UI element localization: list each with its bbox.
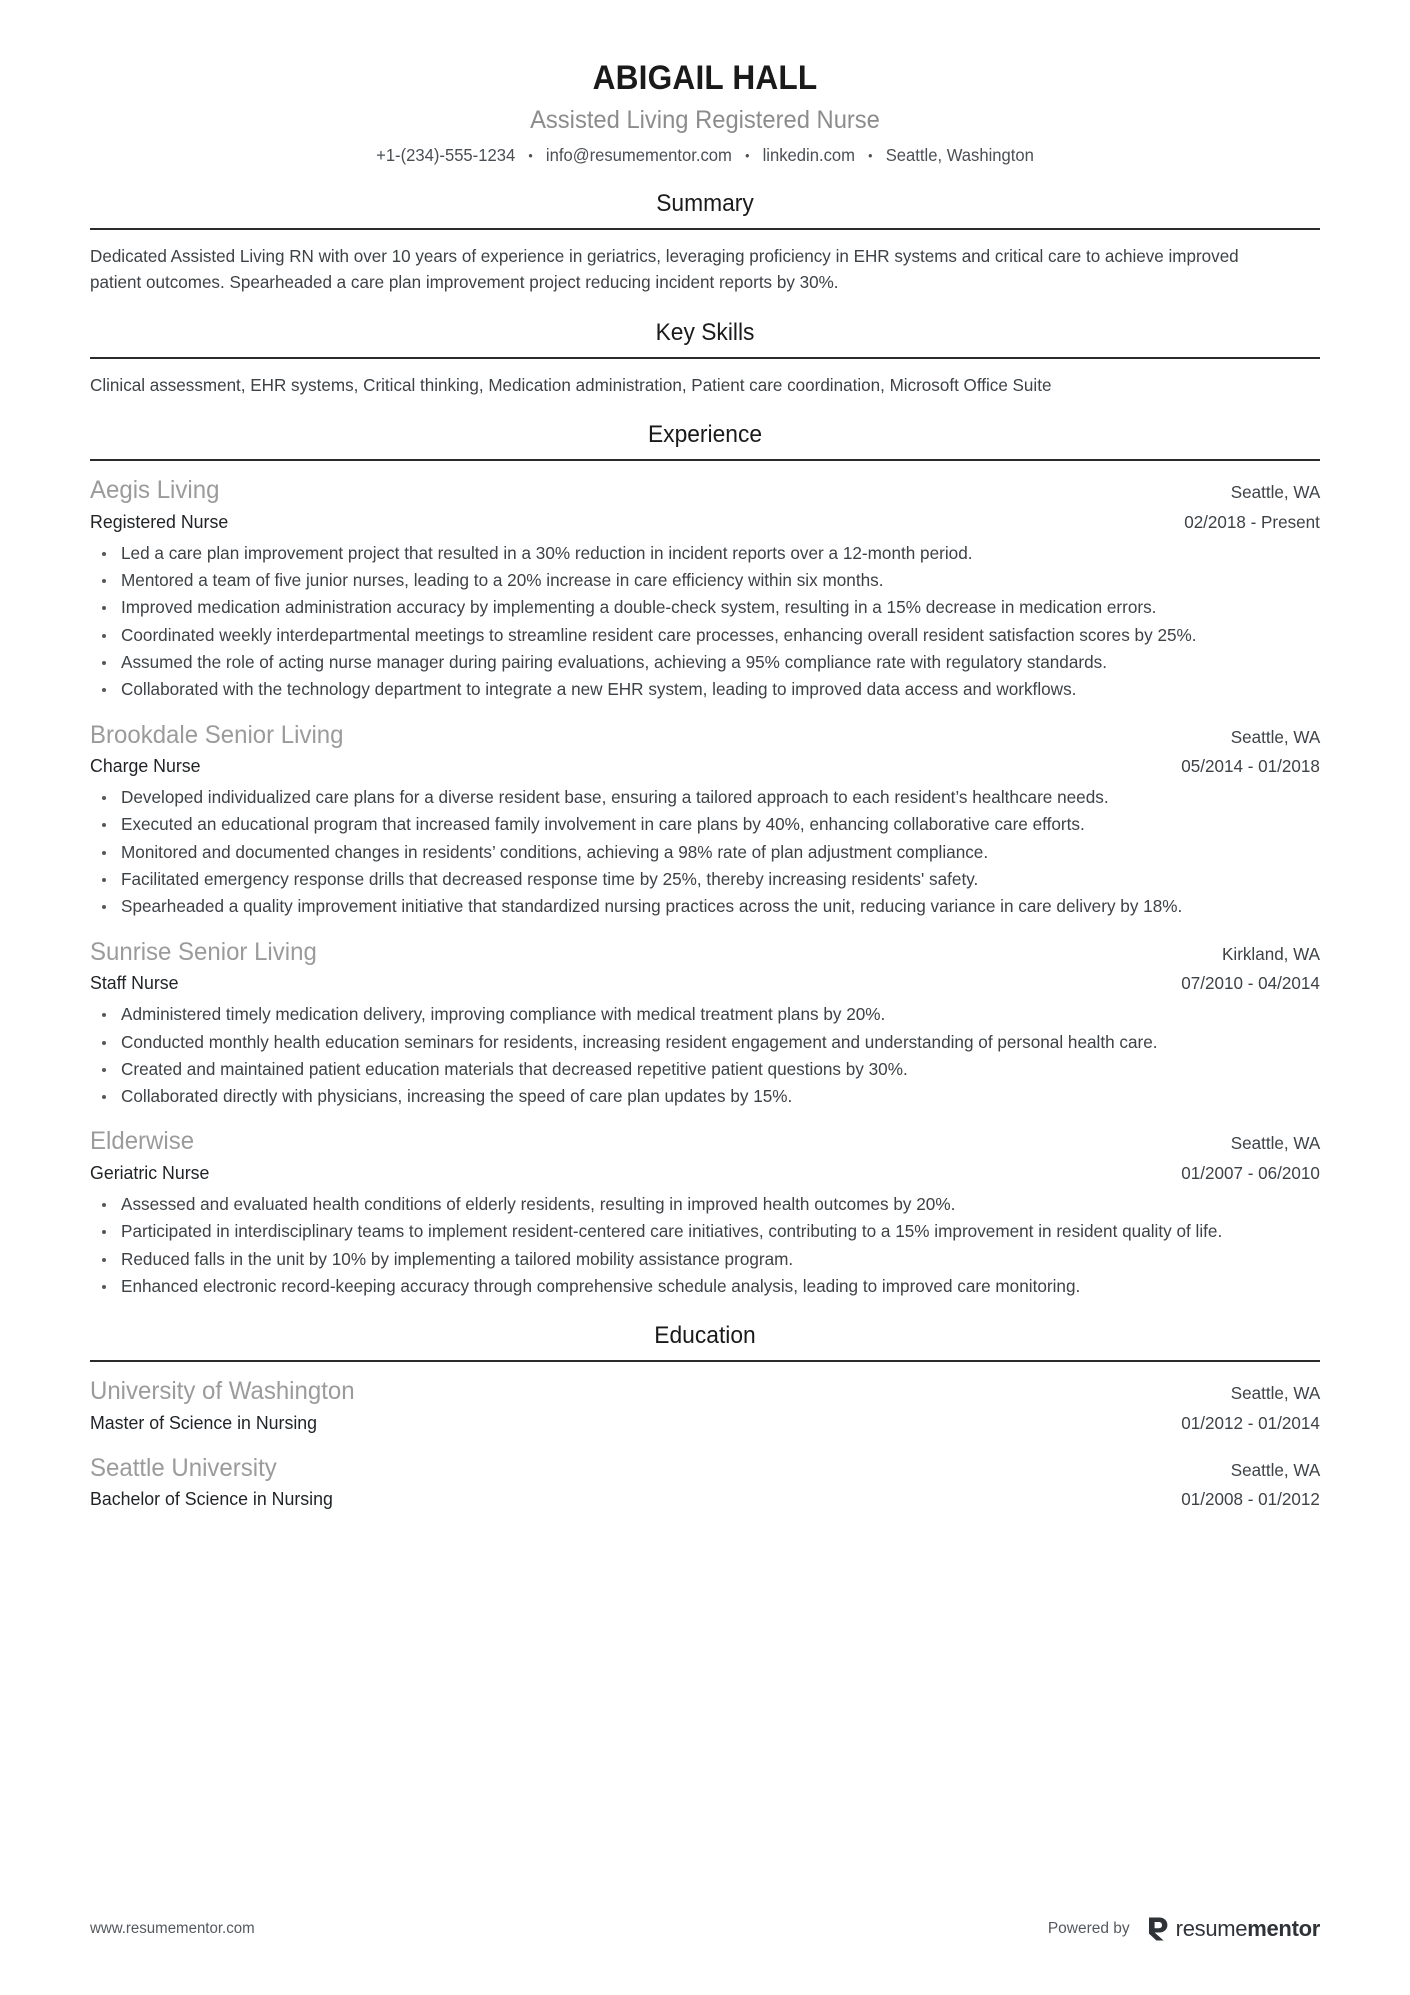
summary-text: Dedicated Assisted Living RN with over 10 years of experience in geriatrics, leveraging proficiency in EHR systems and critical care to achieve improved patient outcomes. Spearheaded a care plan improvement project reducing incident reports by 30%. (90, 245, 1239, 293)
company-location: Seattle, WA (1230, 1133, 1320, 1154)
skills-body (90, 359, 1320, 398)
achievement-text: Created and maintained patient education materials that decreased repetitive patient questions by 30%. (121, 1058, 908, 1079)
contact-line (121, 145, 1290, 167)
experience-entry-header (90, 936, 1320, 969)
experience-entry-subheader (90, 754, 1320, 779)
achievement-item (90, 623, 1320, 648)
achievement-text: Collaborated directly with physicians, increasing the speed of care plan updates by 15%. (121, 1086, 793, 1107)
school-location: Seattle, WA (1230, 1459, 1320, 1480)
achievement-list (90, 1192, 1320, 1299)
candidate-name: ABIGAIL HALL (592, 59, 818, 97)
contact-linkedin: linkedin.com (762, 145, 855, 166)
brand-text-mentor: mentor (1247, 1916, 1320, 1941)
education-entry-header (90, 1375, 1320, 1408)
job-title: Registered Nurse (90, 510, 229, 532)
achievement-item (90, 1192, 1320, 1217)
section-title-education: Education (654, 1322, 756, 1350)
achievement-item (90, 677, 1320, 702)
achievement-item (90, 1030, 1320, 1055)
achievement-text: Spearheaded a quality improvement initiative that standardized nursing practices across the unit, reducing variance in care delivery by 18%. (121, 896, 1183, 917)
experience-entry (90, 719, 1320, 920)
contact-separator-icon: • (868, 148, 873, 164)
section-education (90, 1321, 1320, 1512)
experience-entry-subheader (90, 1161, 1320, 1186)
achievement-text: Reduced falls in the unit by 10% by implementing a tailored mobility assistance program. (121, 1248, 794, 1269)
employment-dates: 02/2018 - Present (1184, 511, 1320, 532)
experience-entry-header (90, 1125, 1320, 1158)
education-dates: 01/2008 - 01/2012 (1181, 1489, 1320, 1510)
achievement-item (90, 840, 1320, 865)
degree-name: Bachelor of Science in Nursing (90, 1488, 333, 1510)
contact-location: Seattle, Washington (885, 145, 1034, 166)
candidate-job-title: Assisted Living Registered Nurse (530, 106, 880, 135)
education-entry-subheader (90, 1487, 1320, 1512)
experience-entry (90, 936, 1320, 1110)
education-dates: 01/2012 - 01/2014 (1181, 1412, 1320, 1433)
resumementor-mark-icon (1147, 1916, 1169, 1942)
contact-phone: +1-(234)-555-1234 (376, 145, 516, 166)
achievement-text: Conducted monthly health education seminars for residents, increasing resident engagement and understanding of personal health care. (121, 1031, 1158, 1052)
achievement-text: Enhanced electronic record-keeping accuracy through comprehensive schedule analysis, leading to improved care monitoring. (121, 1275, 1081, 1296)
skills-text: Clinical assessment, EHR systems, Critical thinking, Medication administration, Patient care coordination, Microsoft Office Suite (90, 374, 1052, 395)
achievement-item (90, 1002, 1320, 1027)
achievement-text: Improved medication administration accuracy by implementing a double-check system, resulting in a 15% decrease in medication errors. (121, 597, 1157, 618)
contact-email: info@resumementor.com (545, 145, 732, 166)
achievement-list (90, 541, 1320, 703)
experience-entry-header (90, 719, 1320, 752)
education-entry-subheader (90, 1411, 1320, 1436)
education-list (90, 1362, 1320, 1512)
education-entry (90, 1375, 1320, 1435)
company-name: Elderwise (90, 1127, 195, 1156)
achievement-list (90, 1002, 1320, 1109)
job-title: Charge Nurse (90, 755, 201, 777)
resume-header (90, 58, 1320, 167)
achievement-item (90, 812, 1320, 837)
section-title-key-skills: Key Skills (655, 318, 755, 346)
footer-powered-by-label: Powered by (1047, 1920, 1130, 1937)
footer-website-url[interactable]: www.resumementor.com (90, 1920, 255, 1937)
achievement-item (90, 541, 1320, 566)
school-location: Seattle, WA (1230, 1383, 1320, 1404)
achievement-list (90, 785, 1320, 920)
experience-entry-subheader (90, 510, 1320, 535)
achievement-text: Participated in interdisciplinary teams to implement resident-centered care initiatives, contributing to a 15% improvement in resident quality of life. (121, 1221, 1223, 1242)
brand-text-resume: resume (1175, 1916, 1248, 1941)
education-entry (90, 1452, 1320, 1512)
achievement-text: Assessed and evaluated health conditions of elderly residents, resulting in improved health outcomes by 20%. (121, 1193, 956, 1214)
company-location: Seattle, WA (1230, 482, 1320, 503)
job-title: Geriatric Nurse (90, 1161, 210, 1183)
achievement-item (90, 1219, 1320, 1244)
experience-entry-header (90, 474, 1320, 507)
achievement-text: Collaborated with the technology department to integrate a new EHR system, leading to improved data access and workflows. (121, 679, 1077, 700)
contact-separator-icon: • (528, 148, 533, 164)
company-location: Seattle, WA (1230, 726, 1320, 747)
experience-list (90, 461, 1320, 1299)
achievement-text: Mentored a team of five junior nurses, leading to a 20% increase in care efficiency within six months. (121, 569, 884, 590)
achievement-text: Facilitated emergency response drills that decreased response time by 25%, thereby increasing residents' safety. (121, 869, 979, 890)
page-footer (90, 1916, 1320, 1942)
section-title-summary: Summary (656, 189, 754, 217)
achievement-item (90, 894, 1320, 919)
achievement-item (90, 595, 1320, 620)
achievement-item (90, 1057, 1320, 1082)
achievement-item (90, 867, 1320, 892)
company-name: Aegis Living (90, 476, 220, 505)
achievement-text: Executed an educational program that increased family involvement in care plans by 40%, enhancing collaborative care efforts. (121, 814, 1085, 835)
degree-name: Master of Science in Nursing (90, 1411, 318, 1433)
experience-entry (90, 1125, 1320, 1299)
achievement-item (90, 785, 1320, 810)
contact-separator-icon: • (745, 148, 750, 164)
achievement-item (90, 650, 1320, 675)
company-name: Brookdale Senior Living (90, 720, 344, 749)
employment-dates: 01/2007 - 06/2010 (1181, 1162, 1320, 1183)
achievement-text: Assumed the role of acting nurse manager during pairing evaluations, achieving a 95% compliance rate with regulatory standards. (121, 651, 1107, 672)
section-experience (90, 420, 1320, 1299)
employment-dates: 05/2014 - 01/2018 (1181, 756, 1320, 777)
achievement-text: Developed individualized care plans for a diverse resident base, ensuring a tailored approach to each resident’s healthcare needs. (121, 787, 1109, 808)
achievement-item (90, 1084, 1320, 1109)
achievement-text: Coordinated weekly interdepartmental meetings to streamline resident care processes, enhancing overall resident satisfaction scores by 25%. (121, 624, 1197, 645)
company-name: Sunrise Senior Living (90, 937, 317, 966)
achievement-item (90, 568, 1320, 593)
experience-entry-subheader (90, 971, 1320, 996)
school-name: Seattle University (90, 1453, 277, 1482)
school-name: University of Washington (90, 1377, 355, 1406)
job-title: Staff Nurse (90, 972, 179, 994)
summary-body (90, 230, 1320, 296)
resumementor-wordmark (1176, 1918, 1320, 1940)
achievement-text: Administered timely medication delivery, improving compliance with medical treatment plans by 20%. (121, 1004, 886, 1025)
achievement-text: Led a care plan improvement project that resulted in a 30% reduction in incident reports over a 12-month period. (121, 542, 973, 563)
achievement-text: Monitored and documented changes in residents’ conditions, achieving a 98% rate of plan adjustment compliance. (121, 841, 989, 862)
section-key-skills (90, 318, 1320, 398)
education-entry-header (90, 1452, 1320, 1485)
achievement-item (90, 1274, 1320, 1299)
employment-dates: 07/2010 - 04/2014 (1181, 973, 1320, 994)
footer-brand-area (1048, 1916, 1320, 1942)
section-summary (90, 189, 1320, 296)
achievement-item (90, 1247, 1320, 1272)
section-title-experience: Experience (647, 421, 763, 449)
experience-entry (90, 474, 1320, 702)
company-location: Kirkland, WA (1221, 943, 1320, 964)
resumementor-logo[interactable] (1147, 1916, 1320, 1942)
